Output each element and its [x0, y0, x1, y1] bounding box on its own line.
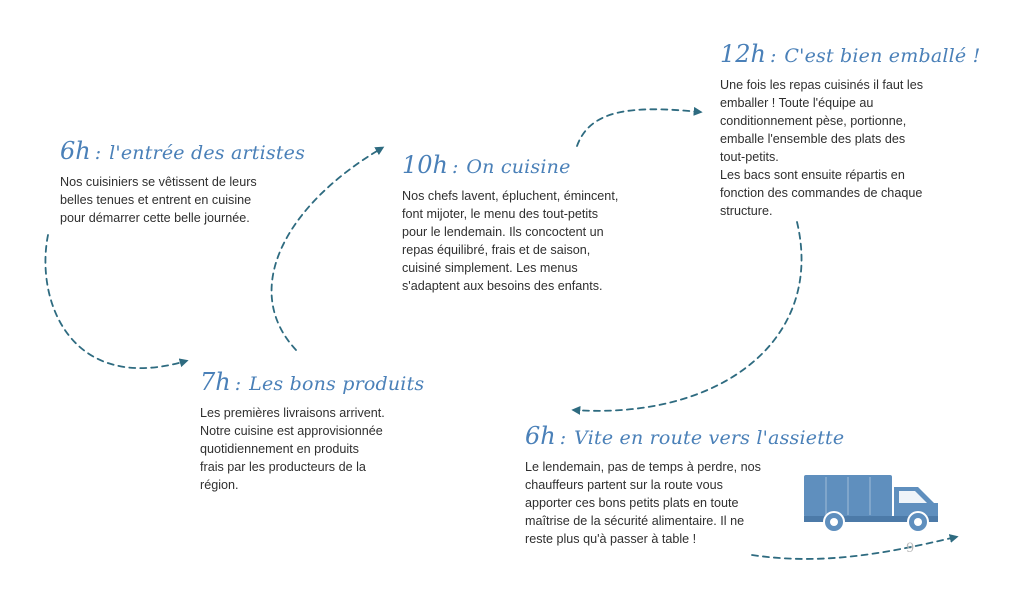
- step-description: [60, 173, 305, 227]
- step-title: 6h : l'entrée des artistes: [60, 137, 306, 165]
- step-label: On cuisine: [466, 156, 571, 178]
- arrow-6h-to-7h: [45, 235, 186, 368]
- step-label: Les bons produits: [249, 373, 425, 395]
- step-time: 6h: [60, 137, 91, 165]
- step-description: [402, 187, 618, 295]
- text-line: cuisiné simplement. Les menus: [402, 261, 578, 275]
- text-line: emballer ! Toute l'équipe au: [720, 96, 874, 110]
- text-line: emballe l'ensemble des plats des: [720, 132, 906, 146]
- step-description: [200, 404, 424, 494]
- step-label: l'entrée des artistes: [109, 142, 306, 164]
- step-title: 10h : On cuisine: [402, 151, 571, 179]
- text-line: s'adaptent aux besoins des enfants.: [402, 279, 603, 293]
- text-line: fonction des commandes de chaque: [720, 186, 923, 200]
- text-line: quotidiennement en produits: [200, 442, 359, 456]
- step-title: 7h : Les bons produits: [200, 368, 425, 396]
- step-title: 6h : Vite en route vers l'assiette: [525, 422, 845, 450]
- text-line: Les premières livraisons arrivent.: [200, 406, 385, 420]
- page-number: 9: [906, 541, 915, 556]
- step-description: [720, 76, 980, 220]
- text-line: repas équilibré, frais et de saison,: [402, 243, 591, 257]
- text-line: Nos chefs lavent, épluchent, émincent,: [402, 189, 619, 203]
- text-line: maîtrise de la sécurité alimentaire. Il ne: [525, 514, 745, 528]
- text-line: pour démarrer cette belle journée.: [60, 211, 250, 225]
- text-line: tout-petits.: [720, 150, 779, 164]
- text-line: conditionnement pèse, portionne,: [720, 114, 907, 128]
- step-description: [525, 458, 844, 548]
- text-line: Une fois les repas cuisinés il faut les: [720, 78, 923, 92]
- step-label: Vite en route vers l'assiette: [574, 427, 845, 449]
- text-line: Notre cuisine est approvisionnée: [200, 424, 383, 438]
- text-line: belles tenues et entrent en cuisine: [60, 193, 252, 207]
- text-line: Nos cuisiniers se vêtissent de leurs: [60, 175, 257, 189]
- text-line: frais par les producteurs de la: [200, 460, 366, 474]
- step-time: 6h: [525, 422, 556, 450]
- text-line: pour le lendemain. Ils concoctent un: [402, 225, 604, 239]
- text-line: font mijoter, le menu des tout-petits: [402, 207, 599, 221]
- step-title: 12h : C'est bien emballé !: [720, 40, 981, 68]
- step-6h-entree: [60, 137, 305, 227]
- text-line: reste plus qu'à passer à table !: [525, 532, 697, 546]
- step-label: C'est bien emballé !: [784, 45, 981, 67]
- text-line: région.: [200, 478, 239, 492]
- step-10h-cuisine: [402, 151, 618, 295]
- step-6h-route: [525, 422, 844, 548]
- text-line: Les bacs sont ensuite répartis en: [720, 168, 905, 182]
- text-line: apporter ces bons petits plats en toute: [525, 496, 739, 510]
- step-time: 7h: [200, 368, 231, 396]
- text-line: Le lendemain, pas de temps à perdre, nos: [525, 460, 761, 474]
- text-line: structure.: [720, 204, 773, 218]
- delivery-truck-icon: [800, 470, 945, 535]
- step-time: 12h: [720, 40, 766, 68]
- step-7h-produits: [200, 368, 424, 494]
- arrow-10h-to-12h: [577, 109, 700, 146]
- text-line: chauffeurs partent sur la route vous: [525, 478, 723, 492]
- step-time: 10h: [402, 151, 448, 179]
- step-12h-emballe: [720, 40, 980, 220]
